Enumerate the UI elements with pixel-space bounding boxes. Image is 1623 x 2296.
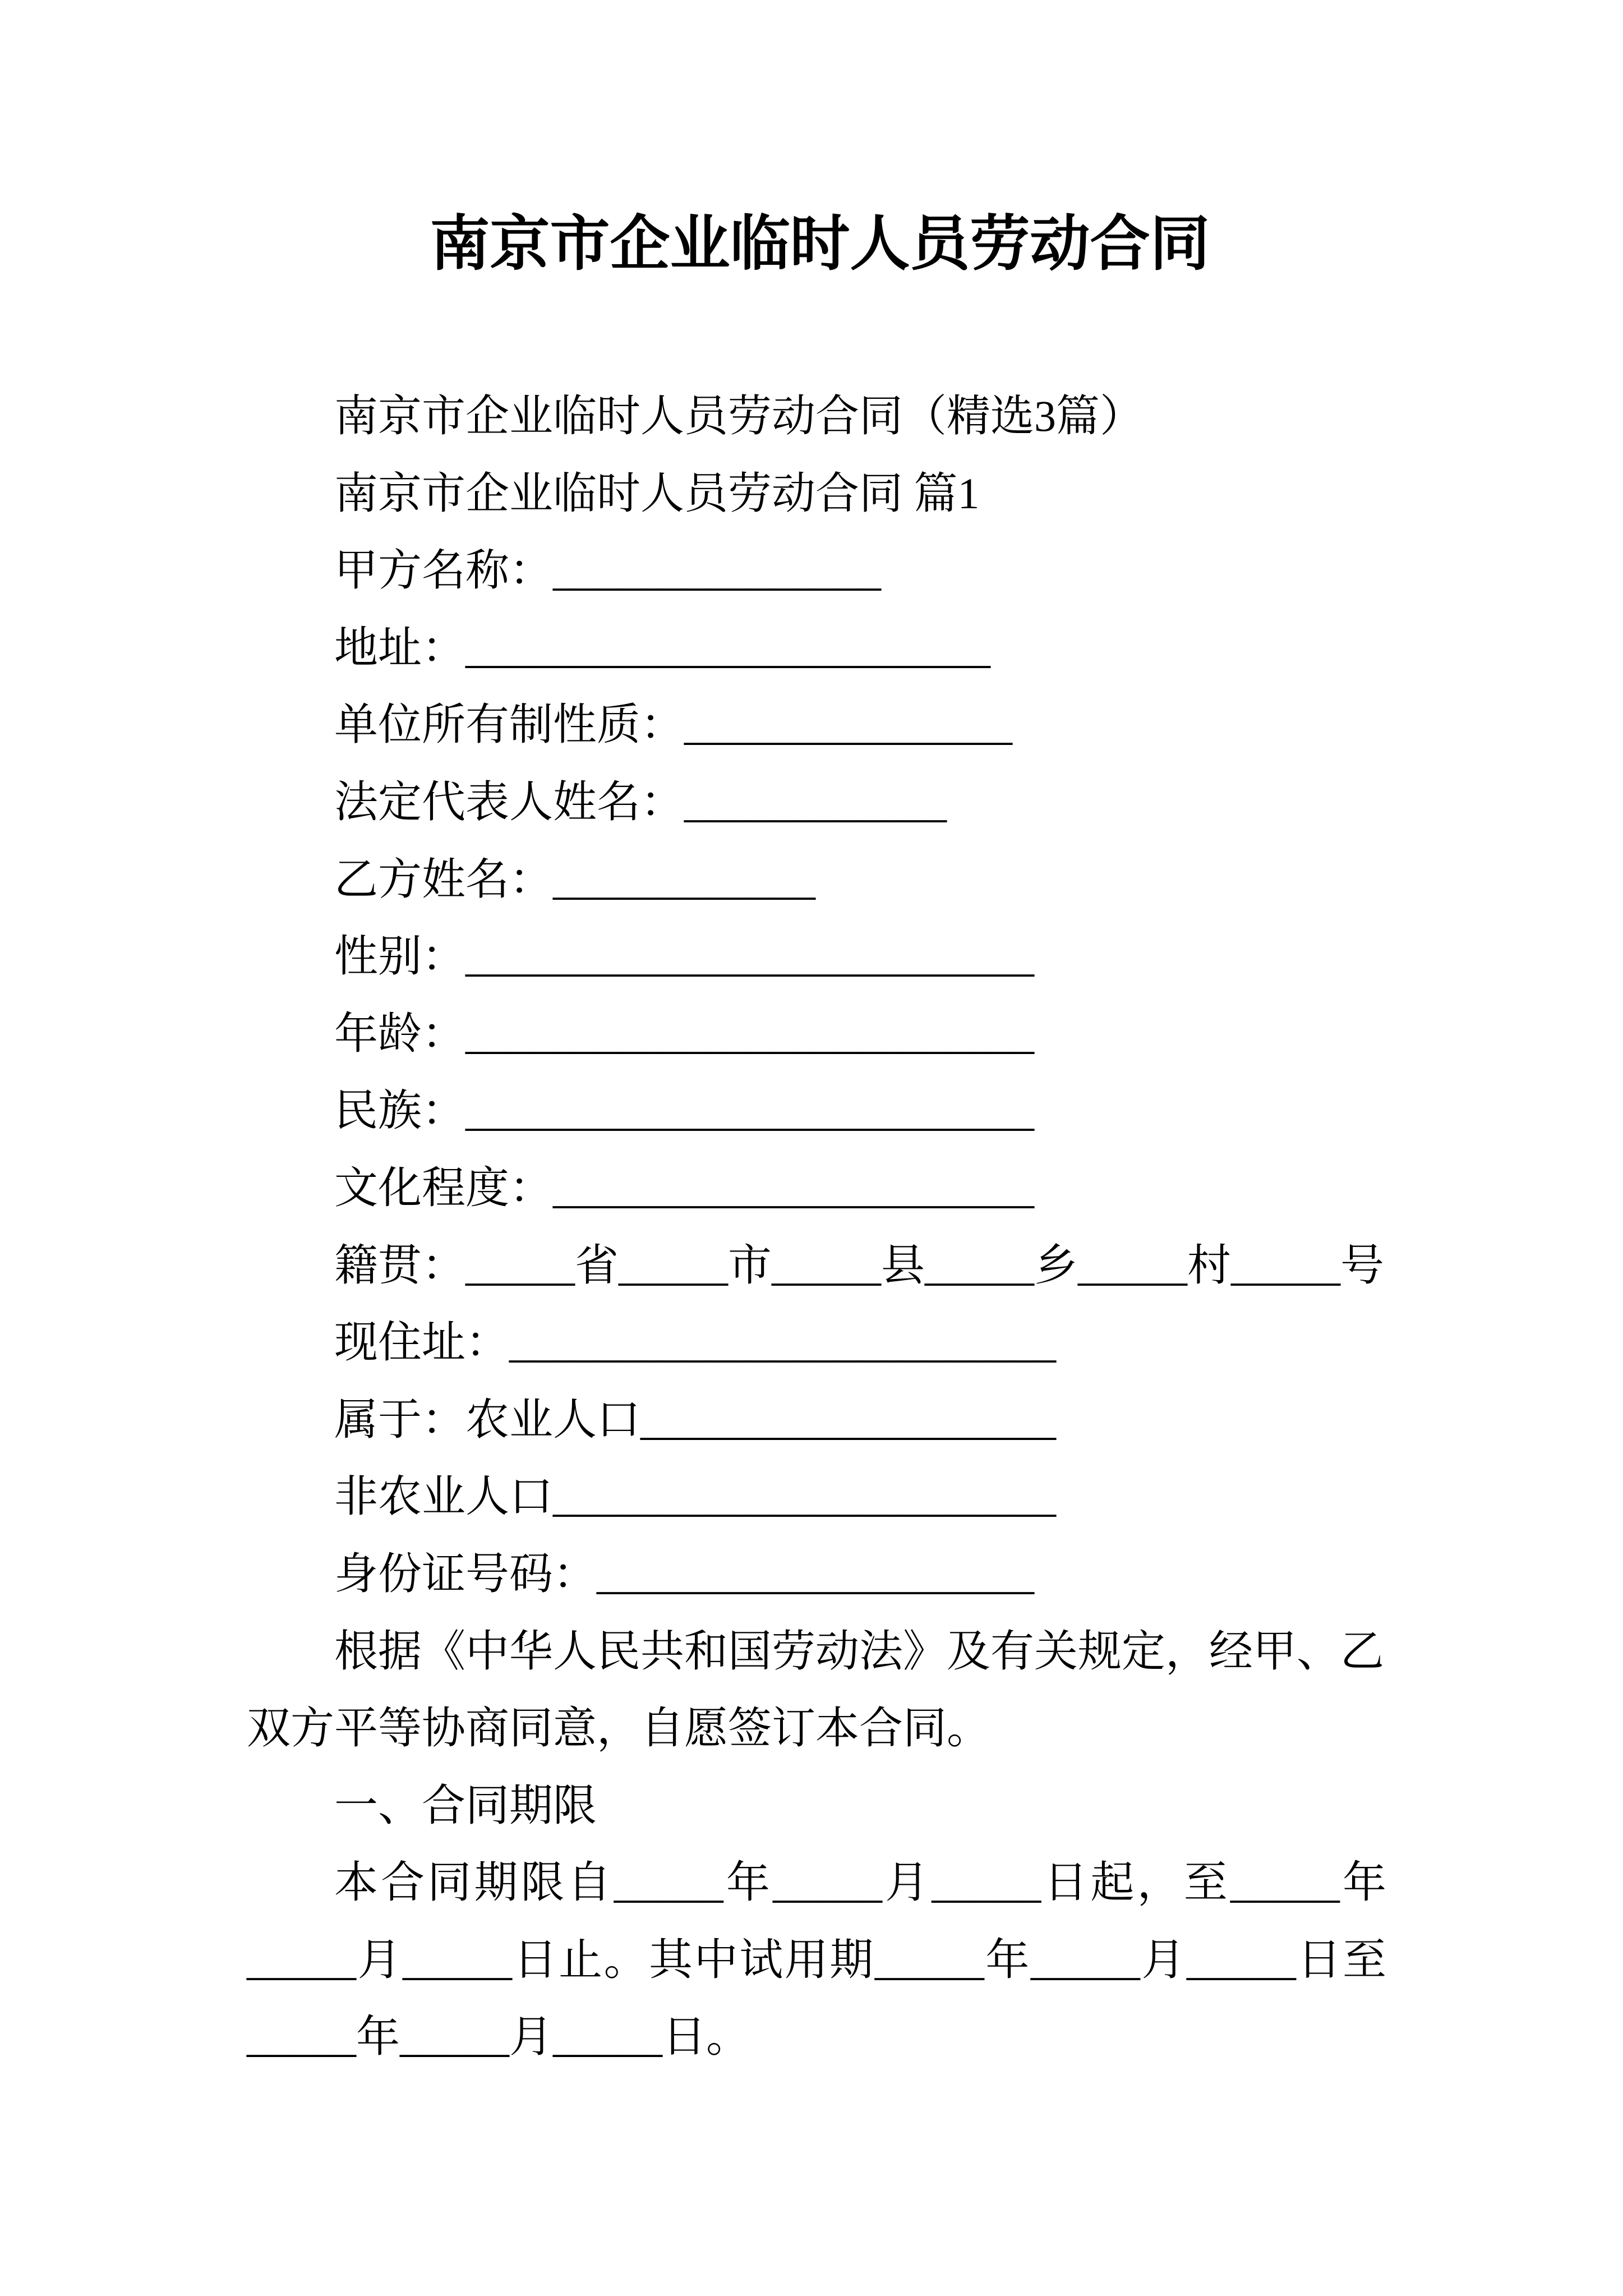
preamble-line: 双方平等协商同意，自愿签订本合同。 <box>247 1704 991 1753</box>
field-party-b-name: 乙方姓名：____________ <box>334 854 816 904</box>
preamble-paragraph <box>247 1613 1386 1767</box>
field-ethnicity: 民族：__________________________ <box>334 1086 1035 1135</box>
field-address: 地址：________________________ <box>334 623 991 672</box>
field-education: 文化程度：______________________ <box>334 1163 1035 1212</box>
section-text-line: 本合同期限自_____年_____月_____日起，至_____年 <box>334 1858 1386 1907</box>
article-heading: 南京市企业临时人员劳动合同 篇1 <box>334 468 980 518</box>
preamble-line: 根据《中华人民共和国劳动法》及有关规定，经甲、乙 <box>334 1626 1385 1676</box>
field-current-address: 现住址：_________________________ <box>334 1318 1057 1367</box>
document-title: 南京市企业临时人员劳动合同 <box>430 211 1210 278</box>
section-text-line: _____月_____日止。其中试用期_____年_____月_____日至 <box>247 1935 1386 1984</box>
section-heading: 一、合同期限 <box>334 1780 597 1830</box>
field-gender: 性别：__________________________ <box>334 932 1035 981</box>
field-party-a-name: 甲方名称：_______________ <box>334 546 882 595</box>
field-household-agricultural: 属于：农业人口___________________ <box>334 1395 1057 1444</box>
collection-heading: 南京市企业临时人员劳动合同（精选3篇） <box>334 392 1144 440</box>
field-native-place: 籍贯：_____省_____市_____县_____乡_____村_____号 <box>334 1240 1385 1290</box>
field-age: 年龄：__________________________ <box>334 1009 1035 1058</box>
field-id-number: 身份证号码：____________________ <box>334 1549 1035 1598</box>
section-text-line: _____年_____月_____日。 <box>247 2012 750 2062</box>
party-info-fields <box>247 532 1386 1612</box>
field-legal-representative: 法定代表人姓名：____________ <box>334 777 947 826</box>
field-household-non-agricultural: 非农业人口_______________________ <box>334 1472 1057 1521</box>
section-contract-term <box>247 1767 1386 2076</box>
document-body <box>247 378 1386 2076</box>
field-ownership-type: 单位所有制性质：_______________ <box>334 700 1013 749</box>
